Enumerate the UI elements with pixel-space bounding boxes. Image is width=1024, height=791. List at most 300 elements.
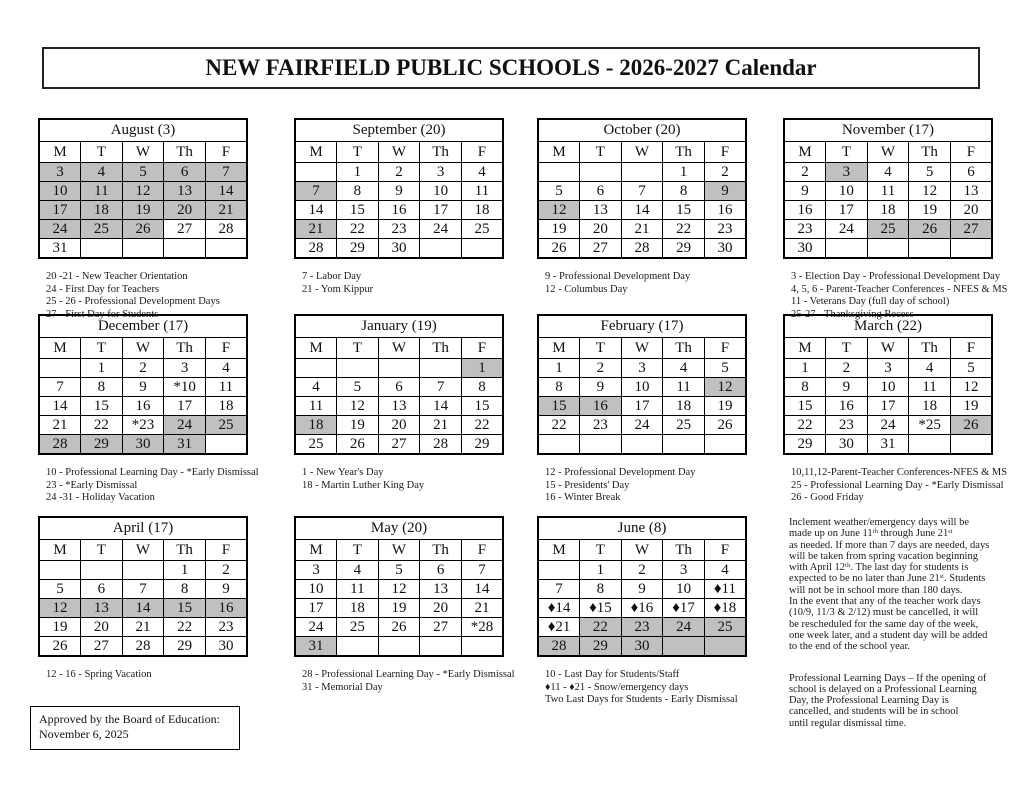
- day-header-row: [538, 540, 746, 561]
- day-cell: 7: [39, 378, 81, 397]
- day-cell: 5: [122, 163, 164, 182]
- day-cell: [663, 435, 705, 455]
- week-row: [784, 220, 992, 239]
- day-header-row: [295, 338, 503, 359]
- day-cell: 16: [205, 599, 247, 618]
- day-cell: [295, 359, 337, 378]
- month-notes: [294, 271, 550, 296]
- day-cell: 19: [950, 397, 992, 416]
- day-cell: 19: [122, 201, 164, 220]
- note-text-line: will not be in school more than 180 days.: [789, 584, 963, 596]
- month-title: October (20): [538, 119, 746, 142]
- day-cell: 2: [122, 359, 164, 378]
- day-cell: 16: [826, 397, 868, 416]
- day-cell: [621, 435, 663, 455]
- day-cell: 22: [784, 416, 826, 435]
- day-cell: 4: [81, 163, 123, 182]
- month-table-august: [38, 118, 248, 259]
- day-cell: 24: [663, 618, 705, 637]
- day-cell: 10: [295, 580, 337, 599]
- day-cell: 24: [867, 416, 909, 435]
- month-note: 9 - Professional Development Day: [545, 271, 691, 282]
- month-title: September (20): [295, 119, 503, 142]
- day-cell: 4: [704, 561, 746, 580]
- day-cell: 7: [538, 580, 580, 599]
- month-september: [294, 118, 550, 296]
- day-cell: 17: [621, 397, 663, 416]
- day-cell: 28: [39, 435, 81, 455]
- day-cell: 1: [337, 163, 379, 182]
- note-text-line: school is delayed on a Professional Learning: [789, 683, 977, 695]
- day-cell: 15: [81, 397, 123, 416]
- week-row: [295, 201, 503, 220]
- day-cell: 31: [867, 435, 909, 455]
- day-cell: 22: [538, 416, 580, 435]
- week-row: [39, 397, 247, 416]
- month-note: 1 - New Year's Day: [302, 467, 384, 478]
- month-title: June (8): [538, 517, 746, 540]
- day-header: M: [538, 338, 580, 359]
- week-row: [39, 580, 247, 599]
- day-header: F: [461, 540, 503, 561]
- month-notes: [38, 669, 294, 682]
- month-note: 24 - First Day for Teachers: [46, 283, 160, 295]
- day-cell: [420, 359, 462, 378]
- week-row: [538, 182, 746, 201]
- day-header: W: [122, 540, 164, 561]
- month-table-october: [537, 118, 747, 259]
- day-header: T: [580, 142, 622, 163]
- day-cell: [39, 561, 81, 580]
- week-row: [784, 435, 992, 455]
- day-cell: 14: [461, 580, 503, 599]
- day-cell: 24: [39, 220, 81, 239]
- note-text-line: Inclement weather/emergency days will be: [789, 517, 969, 528]
- day-cell: 7: [621, 182, 663, 201]
- day-header-row: [39, 142, 247, 163]
- day-cell: 12: [704, 378, 746, 397]
- month-notes: [38, 467, 294, 505]
- day-cell: 18: [461, 201, 503, 220]
- week-row: [39, 618, 247, 637]
- day-cell: 12: [39, 599, 81, 618]
- day-cell: 29: [461, 435, 503, 455]
- week-row: [295, 220, 503, 239]
- day-cell: 29: [81, 435, 123, 455]
- week-row: [538, 599, 746, 618]
- day-header-row: [39, 338, 247, 359]
- day-header: F: [950, 142, 992, 163]
- day-header: M: [538, 540, 580, 561]
- month-note: 25 - 26 - Professional Development Days: [46, 296, 220, 307]
- day-cell: [337, 637, 379, 657]
- day-cell: 10: [826, 182, 868, 201]
- month-note: 12 - Columbus Day: [545, 283, 628, 295]
- note-text-line: (10/9, 11/3 & 2/12) must be cancelled, it will: [789, 607, 979, 619]
- approval-date: November 6, 2025: [39, 727, 129, 741]
- day-cell: 27: [580, 239, 622, 259]
- day-cell: 19: [378, 599, 420, 618]
- day-cell: 17: [295, 599, 337, 618]
- day-cell: 7: [205, 163, 247, 182]
- day-cell: [580, 163, 622, 182]
- day-cell: 10: [663, 580, 705, 599]
- day-header: W: [378, 540, 420, 561]
- week-row: [538, 397, 746, 416]
- day-cell: 18: [663, 397, 705, 416]
- day-cell: [295, 163, 337, 182]
- day-cell: 12: [122, 182, 164, 201]
- day-cell: 30: [205, 637, 247, 657]
- day-cell: 5: [538, 182, 580, 201]
- day-cell: [538, 561, 580, 580]
- day-header: W: [378, 142, 420, 163]
- month-note: 3 - Election Day - Professional Development Day: [791, 271, 1001, 282]
- note-text-line: one week later, and a student day will be added: [789, 629, 988, 641]
- week-row: [39, 201, 247, 220]
- day-cell: 10: [621, 378, 663, 397]
- month-note: ♦11 - ♦21 - Snow/emergency days: [545, 681, 689, 693]
- day-cell: 4: [867, 163, 909, 182]
- day-cell: 15: [164, 599, 206, 618]
- week-row: [295, 599, 503, 618]
- day-cell: 2: [784, 163, 826, 182]
- month-march: [783, 314, 1024, 505]
- note-text-line: In the event that any of the teacher work days: [789, 596, 981, 608]
- day-cell: [337, 359, 379, 378]
- day-header: W: [867, 338, 909, 359]
- week-row: [295, 637, 503, 657]
- day-cell: 25: [867, 220, 909, 239]
- day-cell: 20: [950, 201, 992, 220]
- month-august: [38, 118, 294, 321]
- day-cell: 7: [461, 561, 503, 580]
- month-table-december: [38, 314, 248, 455]
- day-header: T: [337, 142, 379, 163]
- day-cell: [826, 239, 868, 259]
- month-note: 10 - Last Day for Students/Staff: [545, 669, 680, 680]
- day-cell: 25: [704, 618, 746, 637]
- page-title: NEW FAIRFIELD PUBLIC SCHOOLS - 2026-2027 Calendar: [42, 47, 980, 89]
- day-header: F: [205, 338, 247, 359]
- day-cell: 11: [461, 182, 503, 201]
- day-header: Th: [164, 142, 206, 163]
- month-note: 23 - *Early Dismissal: [46, 479, 138, 491]
- note-text-line: cancelled, and students will be in school: [789, 706, 959, 718]
- day-header-row: [538, 338, 746, 359]
- day-cell: 31: [164, 435, 206, 455]
- week-row: [538, 580, 746, 599]
- week-row: [39, 359, 247, 378]
- day-cell: 6: [580, 182, 622, 201]
- day-header: M: [39, 540, 81, 561]
- day-header: Th: [909, 142, 951, 163]
- month-note: 21 - Yom Kippur: [302, 283, 374, 295]
- day-header: M: [538, 142, 580, 163]
- month-title: May (20): [295, 517, 503, 540]
- week-row: [295, 239, 503, 259]
- month-note: 12 - 16 - Spring Vacation: [46, 669, 152, 680]
- month-table-june: [537, 516, 747, 657]
- month-note: 27 - First Day for Students: [46, 308, 159, 320]
- day-cell: 8: [663, 182, 705, 201]
- day-cell: 9: [826, 378, 868, 397]
- day-header: W: [621, 338, 663, 359]
- day-cell: 19: [39, 618, 81, 637]
- day-cell: [663, 637, 705, 657]
- day-cell: 5: [909, 163, 951, 182]
- day-header-row: [39, 540, 247, 561]
- day-cell: 2: [378, 163, 420, 182]
- month-note: 25-27 - Thanksgiving Recess: [791, 308, 914, 320]
- day-header: Th: [164, 540, 206, 561]
- day-cell: 17: [164, 397, 206, 416]
- day-cell: 3: [420, 163, 462, 182]
- day-cell: 22: [81, 416, 123, 435]
- day-cell: 12: [378, 580, 420, 599]
- day-cell: 29: [164, 637, 206, 657]
- day-cell: 10: [867, 378, 909, 397]
- day-cell: [81, 561, 123, 580]
- day-cell: 24: [420, 220, 462, 239]
- day-cell: 1: [81, 359, 123, 378]
- day-cell: 26: [704, 416, 746, 435]
- day-header: M: [39, 142, 81, 163]
- day-cell: 20: [580, 220, 622, 239]
- month-notes: [537, 669, 793, 707]
- day-cell: 26: [909, 220, 951, 239]
- day-cell: 15: [784, 397, 826, 416]
- day-cell: 22: [663, 220, 705, 239]
- day-cell: 6: [420, 561, 462, 580]
- day-header: F: [704, 142, 746, 163]
- day-cell: 23: [826, 416, 868, 435]
- month-note: Two Last Days for Students - Early Dismissal: [545, 694, 738, 705]
- day-cell: 11: [81, 182, 123, 201]
- day-cell: 14: [39, 397, 81, 416]
- week-row: [39, 163, 247, 182]
- week-row: [39, 435, 247, 455]
- day-cell: 17: [39, 201, 81, 220]
- day-cell: 21: [122, 618, 164, 637]
- day-cell: 11: [295, 397, 337, 416]
- month-note: 16 - Winter Break: [545, 492, 621, 503]
- day-cell: 25: [81, 220, 123, 239]
- day-cell: 12: [337, 397, 379, 416]
- day-cell: ♦11: [704, 580, 746, 599]
- day-cell: 24: [164, 416, 206, 435]
- day-cell: 28: [538, 637, 580, 657]
- week-row: [784, 416, 992, 435]
- week-row: [538, 378, 746, 397]
- month-table-november: [783, 118, 993, 259]
- day-cell: 13: [580, 201, 622, 220]
- month-note: 18 - Martin Luther King Day: [302, 479, 425, 491]
- day-cell: 16: [122, 397, 164, 416]
- day-header: W: [122, 338, 164, 359]
- day-cell: 23: [621, 618, 663, 637]
- day-cell: 12: [909, 182, 951, 201]
- day-header: F: [950, 338, 992, 359]
- month-title: January (19): [295, 315, 503, 338]
- day-header: W: [122, 142, 164, 163]
- week-row: [295, 435, 503, 455]
- day-cell: 21: [205, 201, 247, 220]
- day-header-row: [295, 142, 503, 163]
- week-row: [784, 397, 992, 416]
- month-december: [38, 314, 294, 505]
- month-february: [537, 314, 793, 505]
- day-cell: [538, 435, 580, 455]
- day-cell: [538, 163, 580, 182]
- month-notes: [537, 467, 793, 505]
- month-table-september: [294, 118, 504, 259]
- day-cell: 8: [784, 378, 826, 397]
- day-cell: 30: [704, 239, 746, 259]
- day-cell: 14: [295, 201, 337, 220]
- day-cell: 16: [580, 397, 622, 416]
- day-header: M: [295, 142, 337, 163]
- month-note: 25 - Professional Learning Day - *Early Dismissal: [791, 479, 1004, 491]
- day-cell: 8: [164, 580, 206, 599]
- note-text-line: as needed. If more than 7 days are needed, days: [789, 539, 990, 551]
- day-cell: 28: [621, 239, 663, 259]
- month-title: March (22): [784, 315, 992, 338]
- day-cell: 13: [950, 182, 992, 201]
- day-cell: 21: [461, 599, 503, 618]
- day-cell: 20: [378, 416, 420, 435]
- note-text-line: until regular dismissal time.: [789, 717, 907, 729]
- day-cell: 25: [461, 220, 503, 239]
- day-cell: 5: [337, 378, 379, 397]
- month-table-march: [783, 314, 993, 455]
- day-header: W: [621, 540, 663, 561]
- day-cell: 20: [420, 599, 462, 618]
- week-row: [784, 201, 992, 220]
- month-title-row: [784, 119, 992, 142]
- day-cell: 21: [295, 220, 337, 239]
- day-header: T: [826, 338, 868, 359]
- month-title-row: [295, 315, 503, 338]
- day-cell: [704, 435, 746, 455]
- month-note: 10 - Professional Learning Day - *Early Dismissal: [46, 467, 259, 478]
- day-cell: 1: [164, 561, 206, 580]
- day-cell: 19: [704, 397, 746, 416]
- day-cell: 5: [39, 580, 81, 599]
- day-header: T: [826, 142, 868, 163]
- day-cell: 11: [909, 378, 951, 397]
- day-cell: 17: [867, 397, 909, 416]
- day-cell: 2: [621, 561, 663, 580]
- day-cell: 8: [81, 378, 123, 397]
- day-cell: 4: [295, 378, 337, 397]
- day-cell: [704, 637, 746, 657]
- day-cell: 9: [580, 378, 622, 397]
- day-cell: 26: [538, 239, 580, 259]
- day-cell: [378, 637, 420, 657]
- week-row: [538, 201, 746, 220]
- day-cell: 16: [784, 201, 826, 220]
- day-cell: 5: [704, 359, 746, 378]
- week-row: [784, 378, 992, 397]
- week-row: [39, 637, 247, 657]
- week-row: [784, 359, 992, 378]
- day-cell: 13: [378, 397, 420, 416]
- note-text-line: made up on June 11ᵗʰ through June 21ˢᵗ: [789, 528, 953, 540]
- day-cell: 27: [420, 618, 462, 637]
- day-cell: 6: [950, 163, 992, 182]
- day-header: M: [295, 338, 337, 359]
- day-cell: 3: [621, 359, 663, 378]
- month-note: 28 - Professional Learning Day - *Early Dismissal: [302, 669, 515, 680]
- month-note: 15 - Presidents' Day: [545, 479, 630, 491]
- day-cell: 8: [337, 182, 379, 201]
- day-cell: 9: [704, 182, 746, 201]
- day-cell: 25: [663, 416, 705, 435]
- day-cell: 26: [337, 435, 379, 455]
- day-header: Th: [663, 540, 705, 561]
- day-cell: 20: [164, 201, 206, 220]
- day-cell: [39, 359, 81, 378]
- month-title-row: [538, 315, 746, 338]
- month-note: 4, 5, 6 - Parent-Teacher Conferences - NFES & MS: [791, 283, 1008, 295]
- day-cell: ♦15: [580, 599, 622, 618]
- day-cell: ♦14: [538, 599, 580, 618]
- day-cell: 27: [950, 220, 992, 239]
- note-text-line: expected to be no later than June 21ˢᵗ. Students: [789, 573, 986, 585]
- week-row: [295, 182, 503, 201]
- month-note: 20 -21 - New Teacher Orientation: [46, 271, 188, 282]
- day-cell: 28: [205, 220, 247, 239]
- day-cell: 27: [164, 220, 206, 239]
- week-row: [538, 618, 746, 637]
- day-header: M: [784, 338, 826, 359]
- week-row: [39, 416, 247, 435]
- day-cell: 10: [420, 182, 462, 201]
- day-header: Th: [420, 540, 462, 561]
- week-row: [295, 580, 503, 599]
- day-cell: [950, 435, 992, 455]
- day-header: M: [295, 540, 337, 561]
- month-notes: [783, 467, 1024, 505]
- day-header: T: [580, 338, 622, 359]
- month-notes: [294, 467, 550, 492]
- day-header: F: [704, 338, 746, 359]
- month-title: August (3): [39, 119, 247, 142]
- day-cell: 5: [378, 561, 420, 580]
- day-cell: 3: [826, 163, 868, 182]
- day-cell: 8: [580, 580, 622, 599]
- month-note: 26 - Good Friday: [791, 492, 864, 503]
- day-header: T: [81, 540, 123, 561]
- day-cell: 4: [461, 163, 503, 182]
- month-title-row: [538, 119, 746, 142]
- day-cell: 26: [39, 637, 81, 657]
- day-header: T: [81, 338, 123, 359]
- day-cell: 23: [704, 220, 746, 239]
- day-cell: [122, 561, 164, 580]
- month-title-row: [39, 119, 247, 142]
- week-row: [784, 163, 992, 182]
- day-header: F: [205, 142, 247, 163]
- day-header: Th: [420, 142, 462, 163]
- week-row: [538, 435, 746, 455]
- day-cell: 2: [205, 561, 247, 580]
- day-cell: 28: [122, 637, 164, 657]
- day-cell: 24: [826, 220, 868, 239]
- month-november: [783, 118, 1024, 321]
- day-cell: [122, 239, 164, 259]
